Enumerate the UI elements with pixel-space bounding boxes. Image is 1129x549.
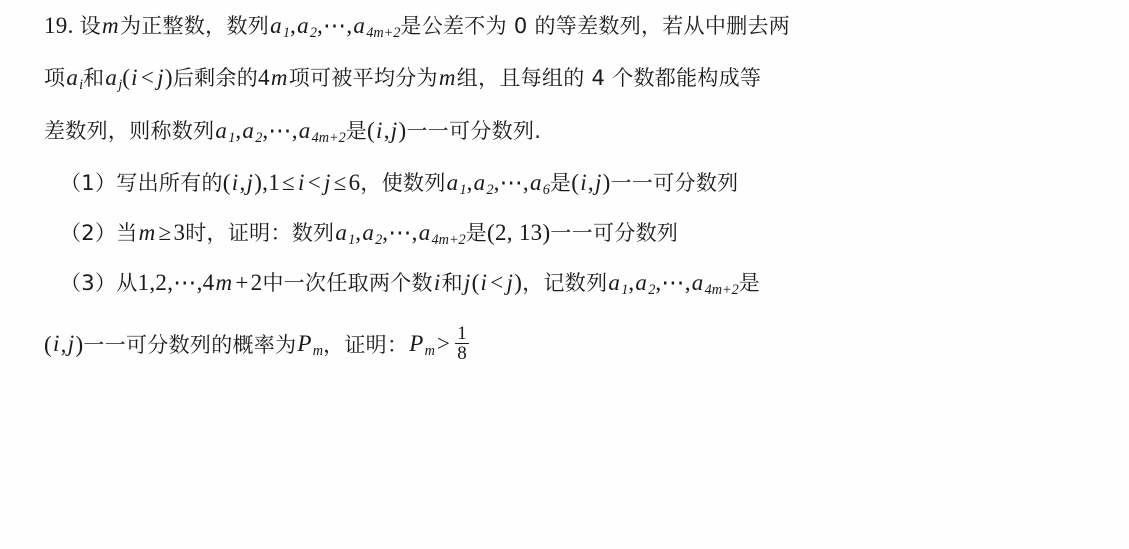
probability-pm-2: $P_m$ [409,331,435,360]
part-2-text-2: 时，证明：数列 [185,221,335,245]
part-1-text-2: ，使数列 [360,170,446,195]
stem-text-10: 是 [345,118,368,143]
stem-text-5: 和 [83,66,105,91]
sequence-a1-a4m2-4: $a_1,a_2,\cdots,a_{4m+2}$ [608,270,739,299]
part-1-pair-range: (i,j),1≤ i < j ≤6 [222,169,361,195]
term-a-j: $a_j$ [105,65,123,94]
sequence-a1-a4m2-3: $a_1,a_2,\cdots,a_{4m+2}$ [335,220,466,248]
condition-m-ge-3: m ≥3 [138,220,186,245]
part-3-text-6: 一一可分数列的概率为 [83,332,297,357]
stem-text-3: 是公差不为 0 的等差数列，若从中删去两 [400,14,791,38]
variable-m: m [102,13,119,38]
part-3-text-4: ，记数列 [522,271,608,296]
part-3-text-1: 从 [116,271,138,296]
part-3-text-7: ，证明： [323,332,409,357]
part-3-text-3: 和 [441,271,463,296]
problem-stem-line-1 [44,14,1085,40]
sequence-a1-a4m2: $a_1,a_2,\cdots,a_{4m+2}$ [270,13,401,41]
count-4m: 4m [258,65,288,91]
part-1-text-1: 写出所有的 [116,170,223,195]
pair-2-13: (2, 13) [487,220,551,245]
part-1-label: （1） [60,170,117,195]
stem-text-4: 项 [44,66,66,91]
stem-text-2: 为正整数，数列 [119,14,270,38]
part-3-text-5: 是 [738,271,761,296]
problem-stem-line-2 [44,66,1085,92]
part-2-text-3: 是 [465,221,487,245]
stem-text-9: 差数列，则称数列 [44,118,215,143]
fraction-one-eighth [452,324,472,365]
part-2-text-1: 当 [116,221,138,245]
part-1-pair-2: (i,j) [571,169,611,195]
range-1-to-4m2: 1,2,⋯,4m +2 [137,270,263,296]
greater-than-sign: > [436,331,451,357]
part-2-text-4: 一一可分数列 [550,221,679,245]
fraction-numerator: 1 [457,322,468,344]
stem-text-11: 一一可分数列. [406,118,542,143]
problem-stem-line-3 [44,119,1085,145]
pair-i-j-2: (i,j) [44,331,84,357]
part-2-label: （2） [60,221,117,245]
probability-pm: $P_m$ [297,331,324,360]
part-3-text-2: 中一次任取两个数 [262,271,433,296]
sequence-a1-a6: $a_1,a_2,\cdots,a_6$ [446,169,550,198]
problem-part-3-line-2 [44,324,1085,365]
term-a-i: $a_i$ [66,65,84,94]
condition-i-lt-j: (i < j) [122,65,173,91]
fraction-denominator: 8 [457,343,468,365]
problem-part-3-line-1 [44,271,1085,297]
variable-i: i [433,270,441,296]
stem-text-1: 设 [79,14,102,38]
stem-text-8: 组，且每组的 4 个数都能构成等 [456,66,762,91]
part-3-label: （3） [60,271,117,296]
problem-part-2 [44,221,1085,247]
part-1-text-3: 是 [549,170,572,195]
variable-j-cond: j(i < j) [463,270,523,296]
part-1-text-4: 一一可分数列 [610,170,739,195]
stem-text-6: 后剩余的 [172,66,259,91]
groups-m: m [438,65,456,91]
problem-part-1 [44,171,1085,197]
sequence-a1-a4m2-2: $a_1,a_2,\cdots,a_{4m+2}$ [215,117,346,146]
stem-text-7: 项可被平均分为 [288,66,438,91]
pair-i-j: (i,j) [367,117,407,143]
problem-number: 19. [44,13,74,38]
